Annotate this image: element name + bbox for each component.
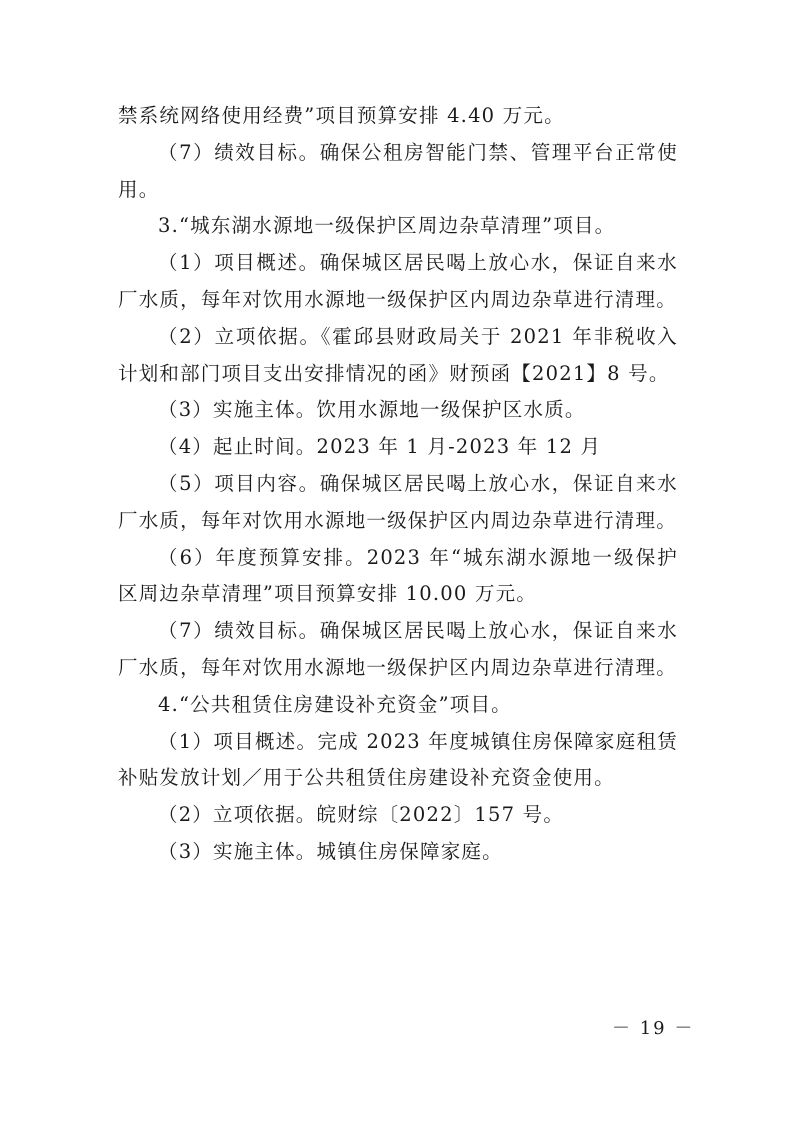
paragraph-performance-goal-access-control: （7）绩效目标。确保公租房智能门禁、管理平台正常使用。 [118,140,678,201]
paragraph-project-3-content: （5）项目内容。确保城区居民喝上放心水，保证自来水厂水质，每年对饮用水源地一级保护区内周边杂草进行清理。 [118,471,678,532]
paragraph-project-4-heading: 4.“公共租赁住房建设补充资金”项目。 [158,692,512,716]
paragraph-project-3-implementer: （3）实施主体。饮用水源地一级保护区水质。 [158,398,586,422]
paragraph-project-4-basis: （2）立项依据。皖财综〔2022〕157 号。 [158,803,565,827]
document-body [118,98,678,871]
paragraph-project-4-implementer: （3）实施主体。城镇住房保障家庭。 [158,839,503,863]
paragraph-project-3-budget: （6）年度预算安排。2023 年“城东湖水源地一级保护区周边杂草清理”项目预算安排 10.00 万元。 [118,545,678,606]
paragraph-project-3-goal: （7）绩效目标。确保城区居民喝上放心水，保证自来水厂水质，每年对饮用水源地一级保护区内周边杂草进行清理。 [118,619,678,679]
paragraph-project-3-basis: （2）立项依据。《霍邱县财政局关于 2021 年非税收入计划和部门项目支出安排情况的函》财预函【2021】8 号。 [118,324,678,385]
paragraph-project-3-heading: 3.“城东湖水源地一级保护区周边杂草清理”项目。 [158,214,616,238]
page-number: － 19 － [612,1018,695,1039]
paragraph-project-3-overview: （1）项目概述。确保城区居民喝上放心水，保证自来水厂水质，每年对饮用水源地一级保护区内周边杂草进行清理。 [118,251,678,311]
paragraph-project-4-overview: （1）项目概述。完成 2023 年度城镇住房保障家庭租赁补贴发放计划／用于公共租赁住房建设补充资金使用。 [118,729,678,790]
paragraph-project-3-period: （4）起止时间。2023 年 1 月-2023 年 12 月 [158,435,602,459]
paragraph-budget-continuation: 禁系统网络使用经费”项目预算安排 4.40 万元。 [118,104,565,127]
